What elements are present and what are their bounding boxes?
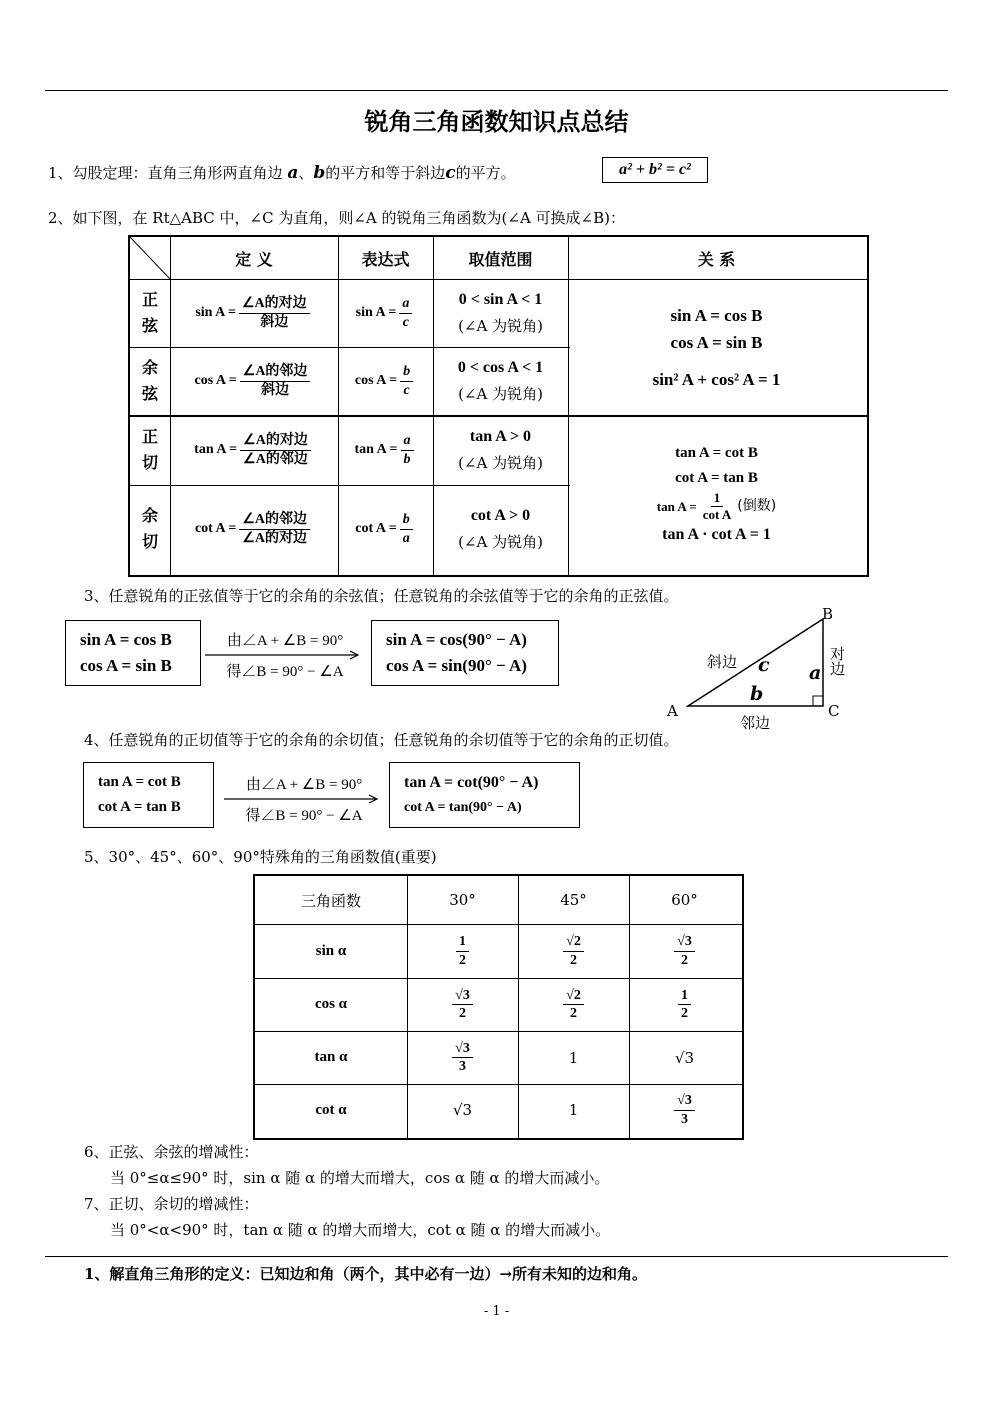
special-header-30: 30° [449,891,476,909]
special-row-tan: tan α [314,1049,348,1065]
sin-45: $\frac{√2}{2}$ [518,924,629,978]
sine-cosine-relations: sin A = cos B cos A = sin B sin² A + cos² A = 1 [652,305,781,389]
top-rule [45,90,948,91]
item-5: 5、30°、45°、60°、90°特殊角的三角函数值(重要) [84,848,437,866]
row-label-sine: 正 弦 [141,290,158,335]
sin-60: $\frac{√3}{2}$ [629,924,740,978]
box3-right: sin A = cos(90° − A) cos A = sin(90° − A) [371,620,559,686]
box4-left: tan A = cot B cot A = tan B [83,762,214,828]
sine-definition: sin A = $\frac{\text{∠A的对边}}{\text{斜边}}$ [170,279,338,347]
item-1-text3: 的平方。 [455,164,516,182]
item-3: 3、任意锐角的正弦值等于它的余角的余弦值；任意锐角的余弦值等于它的余角的正弦值。 [84,587,679,605]
hypotenuse-label: 斜边 [707,653,738,671]
special-row-cot: cot α [315,1101,347,1118]
special-header-60: 60° [671,891,698,909]
sine-expression: sin A = $\frac{a}{c}$ [338,279,433,347]
opposite-var: a [809,662,822,684]
tangent-range: tan A > 0 (∠A 为锐角) [458,428,543,472]
item-1-sep: 、 [298,164,314,182]
special-row-sin: sin α [315,942,347,959]
box3-arrow: 由∠A + ∠B = 90° 得∠B = 90° − ∠A [205,629,365,681]
page-title: 锐角三角函数知识点总结 [364,107,629,136]
cotangent-definition: cot A = $\frac{\text{∠A的邻边}}{\text{∠A的对边}}$ [170,485,338,573]
cos-45: $\frac{√2}{2}$ [518,978,629,1031]
item-7-body: 当 0°<α<90° 时，tan α 随 α 的增大而增大，cot α 随 α 的增大而减小。 [110,1221,611,1239]
vertex-a: A [667,702,678,720]
cotangent-range: cot A > 0 (∠A 为锐角) [458,507,543,551]
item-1 [48,162,516,183]
pythagoras-formula: a² + b² = c² [602,157,708,183]
tan-45: 1 [568,1048,579,1067]
tan-60: √3 [674,1048,695,1067]
cot-30: √3 [452,1101,473,1119]
box3-left: sin A = cos B cos A = sin B [65,620,201,686]
sin-30: $\frac{1}{2}$ [407,924,518,978]
item-6-title: 6、正弦、余弦的增减性： [84,1143,259,1161]
tangent-expression: tan A = $\frac{a}{b}$ [338,415,433,485]
cosine-definition: cos A = $\frac{\text{∠A的邻边}}{\text{斜边}}$ [170,347,338,415]
cos-60: $\frac{1}{2}$ [629,978,740,1031]
tangent-definition: tan A = $\frac{\text{∠A的对边}}{\text{∠A的邻边}}$ [170,415,338,485]
cosine-expression: cos A = $\frac{b}{c}$ [338,347,433,415]
box4-arrow: 由∠A + ∠B = 90° 得∠B = 90° − ∠A [224,773,384,825]
var-c: c [445,163,456,183]
box4-right: tan A = cot(90° − A) cot A = tan(90° − A) [389,762,580,828]
item-1-text2: 的平方和等于斜边 [325,164,446,182]
sine-range: 0 < sin A < 1 (∠A 为锐角) [458,291,543,335]
row-label-cosine: 余 弦 [141,358,158,403]
vertex-b: B [822,605,834,623]
row-label-cotangent: 余 切 [141,506,158,551]
cot-60: $\frac{√3}{3}$ [629,1084,740,1136]
header-definition: 定 义 [235,249,273,269]
trig-definition-table [128,235,869,577]
tan-30: $\frac{√3}{3}$ [407,1031,518,1084]
cosine-range: 0 < cos A < 1 (∠A 为锐角) [457,359,544,403]
cos-30: $\frac{√3}{2}$ [407,978,518,1031]
var-b: b [313,163,326,183]
special-row-cos: cos α [314,996,348,1012]
adjacent-label: 邻边 [740,714,771,732]
corner-diagonal [130,237,170,279]
special-header-45: 45° [560,891,587,909]
var-a: a [287,163,299,183]
tangent-cotangent-relations: tan A = cot B cot A = tan B tan A = $\frac{1}{\text{cot A}}$ (倒数) tan A · cot A = 1 [656,444,777,544]
header-expression: 表达式 [361,249,410,269]
special-angle-table [253,874,744,1140]
adjacent-var: b [750,683,764,705]
header-relation: 关 系 [697,249,736,269]
header-range: 取值范围 [468,249,533,269]
item-4: 4、任意锐角的正切值等于它的余角的余切值；任意锐角的余切值等于它的余角的正切值。 [84,731,679,749]
vertex-c: C [828,702,840,720]
item-1-text: 1、勾股定理：直角三角形两直角边 [48,164,283,182]
section-rule [45,1256,948,1257]
item-7-title: 7、正切、余切的增减性： [84,1195,259,1213]
cotangent-expression: cot A = $\frac{b}{a}$ [338,485,433,573]
page-number: - 1 - [483,1304,510,1319]
opposite-label: 对边 [828,646,846,676]
item-2: 2、如下图，在 Rt△ABC 中，∠C 为直角，则∠A 的锐角三角函数为(∠A 可换成∠B)： [48,209,625,227]
section2-item-1: 1、解直角三角形的定义：已知边和角（两个，其中必有一边）→所有未知的边和角。 [84,1265,648,1283]
special-header-function: 三角函数 [300,891,361,910]
hypotenuse-var: c [758,654,770,676]
cot-45: 1 [568,1101,579,1119]
row-label-tangent: 正 切 [141,427,158,472]
item-6-body: 当 0°≤α≤90° 时，sin α 随 α 的增大而增大，cos α 随 α 的增大而减小。 [110,1169,610,1187]
